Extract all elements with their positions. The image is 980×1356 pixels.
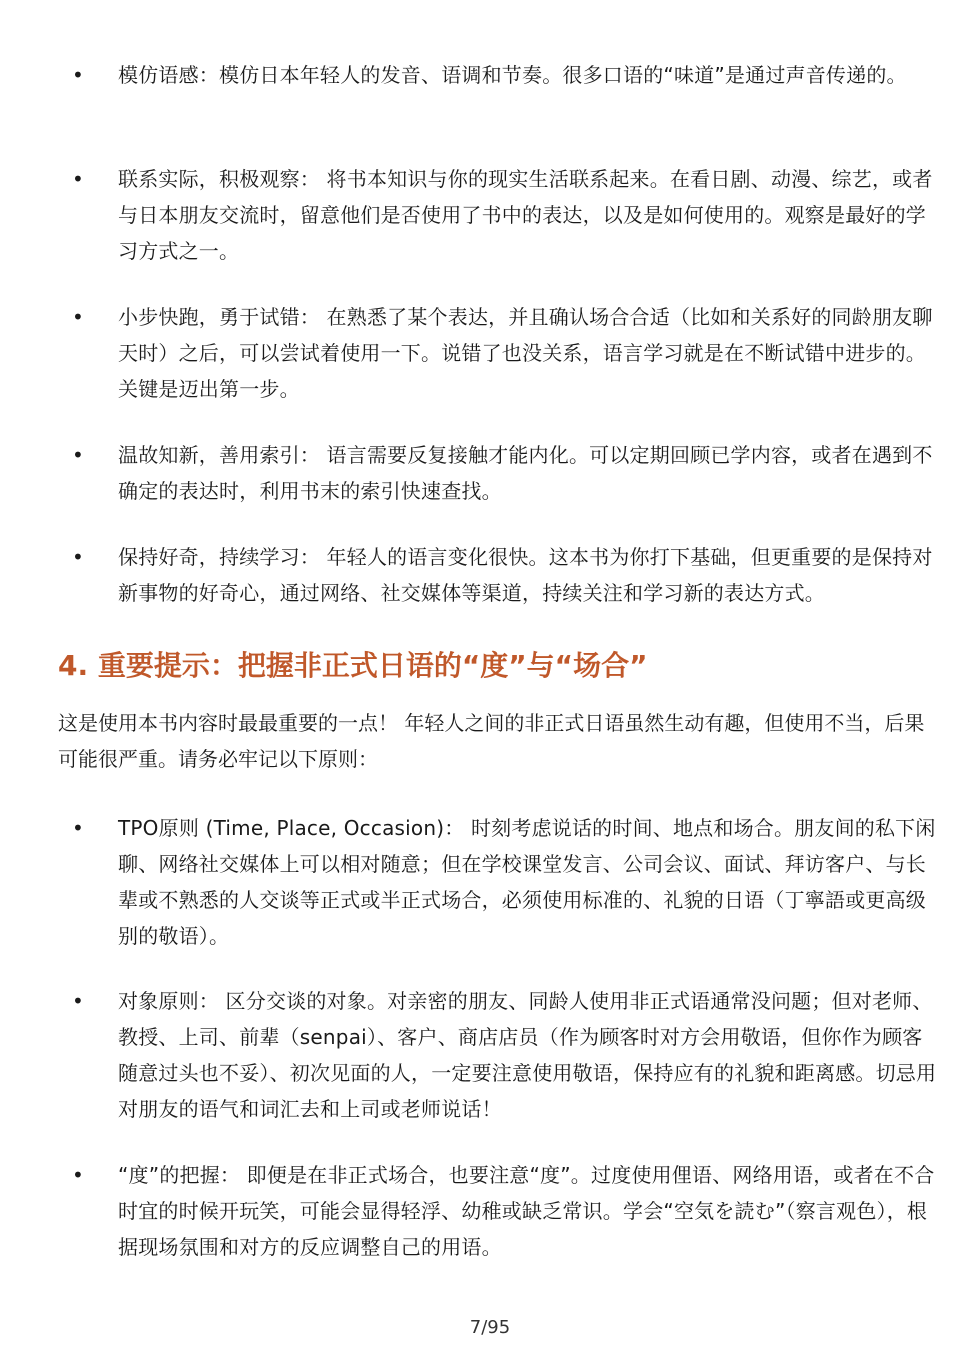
list-item xyxy=(60,1157,940,1265)
bullet-marker: • xyxy=(72,816,84,840)
list-item xyxy=(60,983,940,1127)
list-item xyxy=(60,810,940,954)
list-item-text: “度”的把握： 即便是在非正式场合，也要注意“度”。过度使用俚语、网络用语，或者在不合时宜的时候开玩笑，可能会显得轻浮、幼稚或缺乏常识。学会“空気を読む”（察言观色），根据现场氛围和对方的反应调整自己的用语。 xyxy=(118,1163,935,1259)
bullet-marker: • xyxy=(72,1163,84,1187)
list-item-text: 温故知新，善用索引： 语言需要反复接触才能内化。可以定期回顾已学内容，或者在遇到不确定的表达时，利用书末的索引快速查找。 xyxy=(118,443,933,503)
section-heading: 4. 重要提示：把握非正式日语的“度”与“场合” xyxy=(58,649,648,682)
list-item-text: TPO原则 (Time, Place, Occasion)： 时刻考虑说话的时间、地点和场合。朋友间的私下闲聊、网络社交媒体上可以相对随意；但在学校课堂发言、公司会议、面试、拜访客户、与长辈或不熟悉的人交谈等正式或半正式场合，必须使用标准的、礼貌的日语（丁寧語或更高级别的敬语）。 xyxy=(118,816,936,948)
list-item xyxy=(60,161,940,269)
bullet-marker: • xyxy=(72,545,84,569)
list-item-text: 保持好奇，持续学习： 年轻人的语言变化很快。这本书为你打下基础，但更重要的是保持对新事物的好奇心，通过网络、社交媒体等渠道，持续关注和学习新的表达方式。 xyxy=(118,545,933,605)
bullet-marker: • xyxy=(72,443,84,467)
bullet-marker: • xyxy=(72,305,84,329)
list-item-text: 小步快跑，勇于试错： 在熟悉了某个表达，并且确认场合合适（比如和关系好的同龄朋友聊天时）之后，可以尝试着使用一下。说错了也没关系，语言学习就是在不断试错中进步的。关键是迈出第一步。 xyxy=(118,305,933,401)
page-number: 7/95 xyxy=(469,1317,511,1338)
list-item-text: 联系实际，积极观察： 将书本知识与你的现实生活联系起来。在看日剧、动漫、综艺，或者与日本朋友交流时，留意他们是否使用了书中的表达，以及是如何使用的。观察是最好的学习方式之一。 xyxy=(118,167,933,263)
list-item-text: 对象原则： 区分交谈的对象。对亲密的朋友、同龄人使用非正式语通常没问题；但对老师、教授、上司、前辈（senpai）、客户、商店店员（作为顾客时对方会用敬语，但你作为顾客随意过头也不妥）、初次见面的人，一定要注意使用敬语，保持应有的礼貌和距离感。切忌用对朋友的语气和词汇去和上司或老师说话！ xyxy=(118,989,937,1121)
section-intro: 这是使用本书内容时最最重要的一点！ 年轻人之间的非正式日语虽然生动有趣，但使用不当，后果可能很严重。请务必牢记以下原则： xyxy=(58,711,925,771)
list-item xyxy=(60,299,940,407)
list-item xyxy=(60,57,940,93)
bullet-marker: • xyxy=(72,63,84,87)
bullet-marker: • xyxy=(72,167,84,191)
bullet-marker: • xyxy=(72,989,84,1013)
list-item xyxy=(60,539,940,611)
list-item-text: 模仿语感：模仿日本年轻人的发音、语调和节奏。很多口语的“味道”是通过声音传递的。 xyxy=(118,63,907,87)
list-item xyxy=(60,437,940,509)
